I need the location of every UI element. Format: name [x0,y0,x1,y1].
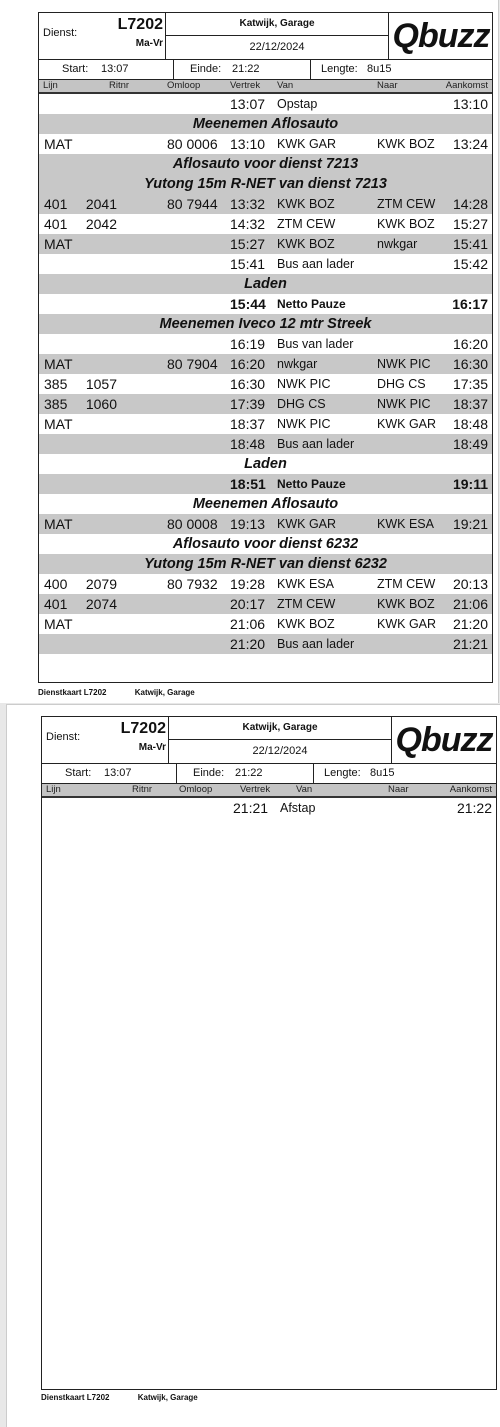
einde-label: Einde: [190,63,222,75]
footer-location: Katwijk, Garage [134,688,195,697]
footer-location: Katwijk, Garage [137,1393,198,1402]
cell-van: Bus aan lader [277,437,355,451]
service-card [41,716,497,1390]
card-header [42,717,496,764]
cell-lijn: 385 [44,376,68,392]
cell-aankomst: 15:42 [452,256,488,272]
trip-list [39,94,492,654]
cell-van: nwkgar [277,357,318,371]
cell-lijn: MAT [44,356,73,372]
cell-aankomst: 13:10 [452,96,488,112]
cell-vertrek: 17:39 [230,396,266,412]
section-header [39,454,492,474]
cell-naar: NWK PIC [377,357,431,371]
einde-value: 21:22 [235,767,263,779]
trip-row [39,334,492,354]
cell-aankomst: 21:06 [452,596,488,612]
brand-logo: Qbuzz [392,17,490,55]
start-value: 13:07 [101,63,129,75]
cell-aankomst: 16:20 [452,336,488,352]
location: Katwijk, Garage [166,13,388,36]
cell-lijn: MAT [44,416,73,432]
col-naar: Naar [377,80,398,91]
cell-vertrek: 13:07 [230,96,266,112]
trip-row [42,798,496,818]
cell-lijn: 400 [44,576,68,592]
col-lijn: Lijn [46,784,61,795]
trip-row [39,414,492,434]
cell-naar: ZTM CEW [377,577,436,591]
brand-logo: Qbuzz [395,721,493,759]
footer [38,688,221,697]
section-title: Yutong 15m R-NET van dienst 7213 [144,176,387,192]
trip-list [42,798,496,818]
dienst-label: Dienst: [46,731,81,743]
pause-row [39,294,492,314]
dienst-days: Ma-Vr [135,38,163,49]
col-omloop: Omloop [179,784,213,795]
cell-ritnr: 2079 [85,576,117,592]
cell-van: NWK PIC [277,377,331,391]
start-value: 13:07 [104,767,132,779]
cell-lijn: 401 [44,196,68,212]
cell-naar: KWK ESA [377,517,434,531]
cell-van: KWK BOZ [277,197,335,211]
dienst-code: L7202 [120,720,166,737]
cell-van: Bus van lader [277,337,354,351]
cell-aankomst: 19:11 [452,476,488,492]
trip-row [39,394,492,414]
section-title: Aflosauto voor dienst 6232 [172,536,359,552]
cell-vertrek: 15:44 [230,296,266,312]
times-bar [39,60,492,80]
cell-omloop: 80 0008 [167,516,218,532]
cell-van: KWK BOZ [277,237,335,251]
section-header [39,314,492,334]
cell-van: Afstap [280,801,316,815]
card-header [39,13,492,60]
cell-vertrek: 18:37 [230,416,266,432]
cell-vertrek: 16:19 [230,336,266,352]
cell-vertrek: 19:13 [230,516,266,532]
cell-vertrek: 16:20 [230,356,266,372]
cell-van: Bus aan lader [277,257,355,271]
cell-omloop: 80 7932 [167,576,218,592]
cell-ritnr: 1057 [85,376,117,392]
cell-vertrek: 18:48 [230,436,266,452]
footer [41,1393,224,1402]
cell-omloop: 80 0006 [167,136,218,152]
cell-vertrek: 13:10 [230,136,266,152]
cell-lijn: MAT [44,136,73,152]
service-card-page-2 [6,704,500,1427]
einde-value: 21:22 [232,63,260,75]
section-title: Laden [244,276,287,292]
date: 22/12/2024 [249,41,305,53]
cell-van: ZTM CEW [277,597,336,611]
dienst-days: Ma-Vr [138,742,166,753]
section-title: Yutong 15m R-NET van dienst 6232 [144,556,387,572]
trip-row [39,214,492,234]
dienst-label: Dienst: [43,27,78,39]
section-title: Meenemen Iveco 12 mtr Streek [159,316,372,332]
section-header [39,554,492,574]
cell-aankomst: 21:20 [452,616,488,632]
cell-aankomst: 16:17 [452,296,488,312]
col-ritnr: Ritnr [109,80,130,91]
footer-title: Dienstkaart L7202 [41,1393,110,1402]
cell-vertrek: 16:30 [230,376,266,392]
cell-lijn: MAT [44,516,73,532]
start-label: Start: [65,767,92,779]
lengte-value: 8u15 [370,767,395,779]
col-lijn: Lijn [43,80,58,91]
location-date-box [166,13,389,59]
cell-vertrek: 19:28 [230,576,266,592]
cell-lijn: MAT [44,616,73,632]
trip-row [39,134,492,154]
cell-naar: KWK BOZ [377,597,435,611]
section-header [39,174,492,194]
cell-van: KWK GAR [277,517,337,531]
cell-aankomst: 14:28 [452,196,488,212]
trip-row [39,634,492,654]
trip-row [39,434,492,454]
trip-row [39,354,492,374]
section-title: Aflosauto voor dienst 7213 [172,156,359,172]
lengte-value: 8u15 [367,63,392,75]
cell-van: KWK BOZ [277,617,335,631]
section-title: Laden [244,456,287,472]
col-van: Van [296,784,313,795]
location: Katwijk, Garage [169,717,391,740]
col-omloop: Omloop [167,80,201,91]
cell-ritnr: 2041 [85,196,117,212]
cell-vertrek: 15:27 [230,236,266,252]
column-headers [42,784,496,798]
cell-van: Opstap [277,97,318,111]
cell-aankomst: 21:22 [456,800,492,816]
section-header [39,494,492,514]
section-header [39,114,492,134]
trip-row [39,374,492,394]
cell-naar: DHG CS [377,377,426,391]
cell-van: Netto Pauze [277,297,346,311]
location-date-box [169,717,392,763]
trip-row [39,254,492,274]
column-headers [39,80,492,94]
col-aankomst: Aankomst [445,80,488,91]
cell-van: KWK ESA [277,577,334,591]
cell-ritnr: 2074 [85,596,117,612]
trip-row [39,614,492,634]
cell-van: Netto Pauze [277,477,346,491]
cell-vertrek: 21:20 [230,636,266,652]
pause-row [39,474,492,494]
start-label: Start: [62,63,89,75]
col-aankomst: Aankomst [449,784,492,795]
section-title: Meenemen Aflosauto [192,116,339,132]
cell-vertrek: 14:32 [230,216,266,232]
cell-lijn: 385 [44,396,68,412]
cell-aankomst: 21:21 [452,636,488,652]
cell-aankomst: 18:49 [452,436,488,452]
cell-vertrek: 15:41 [230,256,266,272]
cell-lijn: 401 [44,216,68,232]
cell-van: NWK PIC [277,417,331,431]
col-naar: Naar [388,784,409,795]
dienst-box [39,13,166,59]
cell-naar: KWK BOZ [377,217,435,231]
cell-naar: KWK GAR [377,417,437,431]
cell-aankomst: 17:35 [452,376,488,392]
section-header [39,274,492,294]
cell-aankomst: 20:13 [452,576,488,592]
cell-vertrek: 18:51 [230,476,266,492]
cell-aankomst: 16:30 [452,356,488,372]
cell-naar: KWK BOZ [377,137,435,151]
section-header [39,154,492,174]
cell-vertrek: 20:17 [230,596,266,612]
cell-aankomst: 15:41 [452,236,488,252]
cell-aankomst: 13:24 [452,136,488,152]
cell-van: ZTM CEW [277,217,336,231]
section-header [39,534,492,554]
cell-naar: ZTM CEW [377,197,436,211]
cell-aankomst: 18:48 [452,416,488,432]
cell-naar: NWK PIC [377,397,431,411]
lengte-label: Lengte: [321,63,358,75]
cell-omloop: 80 7904 [167,356,218,372]
trip-row [39,574,492,594]
cell-aankomst: 18:37 [452,396,488,412]
cell-van: DHG CS [277,397,326,411]
cell-naar: nwkgar [377,237,418,251]
col-van: Van [277,80,294,91]
dienst-box [42,717,169,763]
trip-row [39,194,492,214]
trip-row [39,594,492,614]
cell-ritnr: 2042 [85,216,117,232]
lengte-label: Lengte: [324,767,361,779]
cell-omloop: 80 7944 [167,196,218,212]
service-card-page-1 [0,0,499,703]
einde-label: Einde: [193,767,225,779]
cell-vertrek: 13:32 [230,196,266,212]
times-bar [42,764,496,784]
footer-title: Dienstkaart L7202 [38,688,107,697]
cell-naar: KWK GAR [377,617,437,631]
service-card [38,12,493,683]
date: 22/12/2024 [252,745,308,757]
cell-van: KWK GAR [277,137,337,151]
cell-aankomst: 15:27 [452,216,488,232]
cell-lijn: MAT [44,236,73,252]
cell-lijn: 401 [44,596,68,612]
trip-row [39,514,492,534]
col-ritnr: Ritnr [132,784,153,795]
cell-van: Bus aan lader [277,637,355,651]
cell-vertrek: 21:21 [233,800,269,816]
trip-row [39,94,492,114]
col-vertrek: Vertrek [230,80,261,91]
col-vertrek: Vertrek [240,784,271,795]
trip-row [39,234,492,254]
cell-ritnr: 1060 [85,396,117,412]
section-title: Meenemen Aflosauto [192,496,339,512]
cell-aankomst: 19:21 [452,516,488,532]
dienst-code: L7202 [117,16,163,33]
cell-vertrek: 21:06 [230,616,266,632]
